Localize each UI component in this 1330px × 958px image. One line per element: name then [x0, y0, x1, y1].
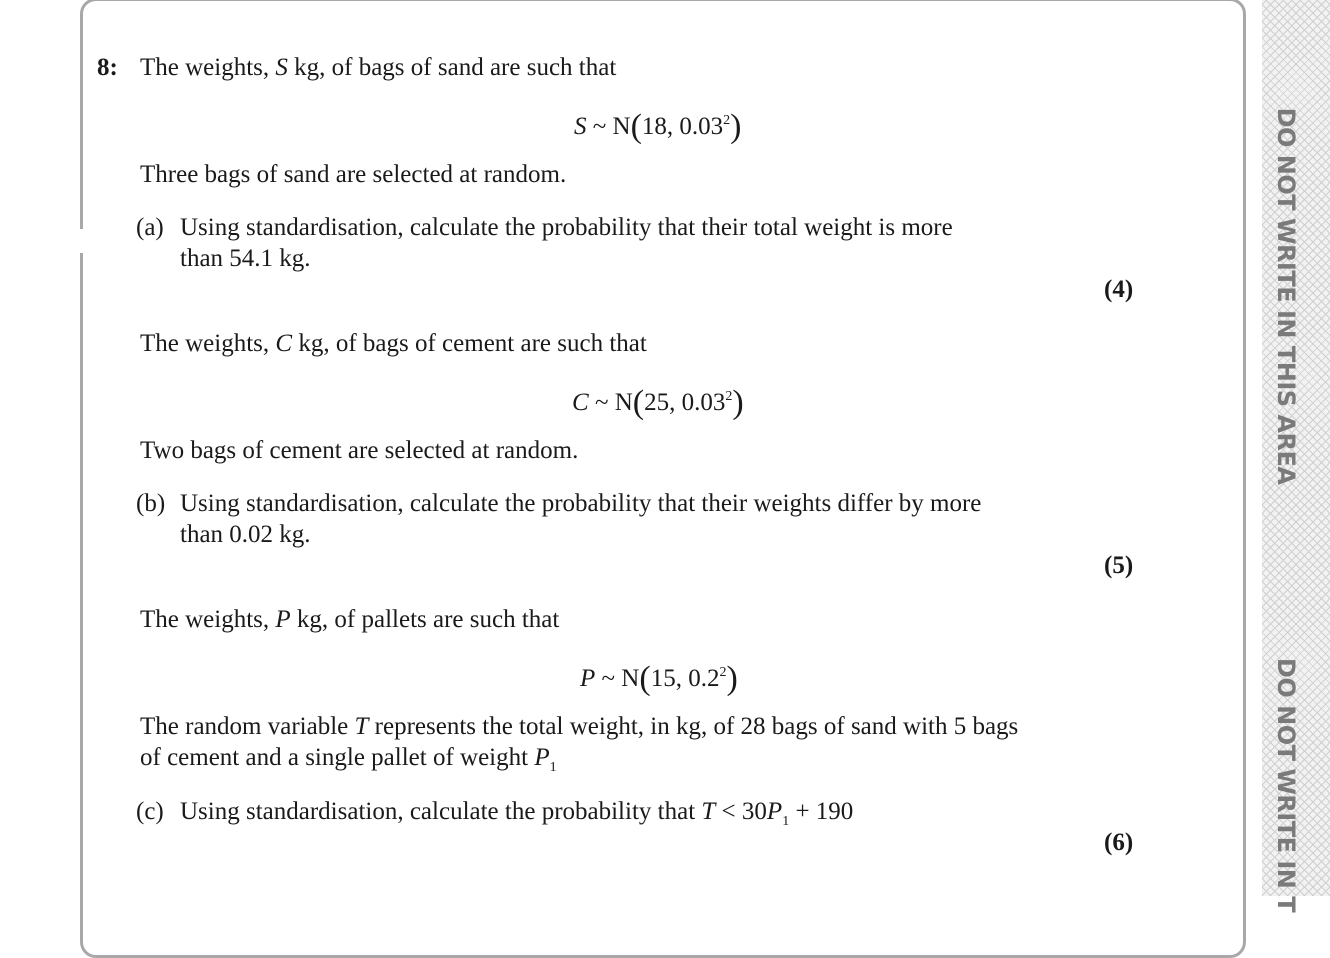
part-a-line1: Using standardisation, calculate the probability that their total weight is more [180, 214, 953, 241]
equation-sand: S ~ N(18, 0.03$^2$) [574, 108, 742, 145]
part-b-line1: Using standardisation, calculate the probability that their weights differ by more [180, 490, 982, 517]
part-b-label: (b) [136, 490, 166, 517]
part-a-label: (a) [136, 214, 164, 241]
part-b-line2: than 0.02 kg. [180, 521, 311, 548]
margin-label-top: DO NOT WRITE IN THIS AREA [1272, 107, 1300, 485]
part-c-marks: (6) [1104, 829, 1134, 856]
part-c-label: (c) [136, 798, 164, 825]
intro-cement: The weights, C kg, of bags of cement are such that [140, 330, 647, 357]
intro-sand: The weights, S kg, of bags of sand are such that [140, 54, 617, 81]
intro-pallets: The weights, P kg, of pallets are such that [140, 606, 560, 633]
sand-selected-text: Three bags of sand are selected at random. [140, 161, 567, 188]
part-a-marks: (4) [1104, 276, 1134, 303]
equation-pallets: P ~ N(15, $0.2^2$) [580, 660, 738, 697]
random-variable-line2: of cement and a single pallet of weight $P_1$ [140, 744, 557, 775]
part-b-marks: (5) [1104, 552, 1134, 579]
cement-selected-text: Two bags of cement are selected at random. [140, 437, 579, 464]
equation-cement: C ~ N(25, 0.03$^2$) [572, 384, 744, 421]
frame-notch [76, 229, 86, 253]
part-a-line2: than 54.1 kg. [180, 245, 311, 272]
part-c-text: Using standardisation, calculate the probability that $T < 30P_1 + 190$ [180, 798, 854, 829]
margin-label-bottom: DO NOT WRITE IN T [1272, 657, 1300, 913]
question-number: 8: [97, 54, 118, 81]
random-variable-line1: The random variable T represents the total weight, in kg, of 28 bags of sand with 5 bags [140, 713, 1019, 740]
